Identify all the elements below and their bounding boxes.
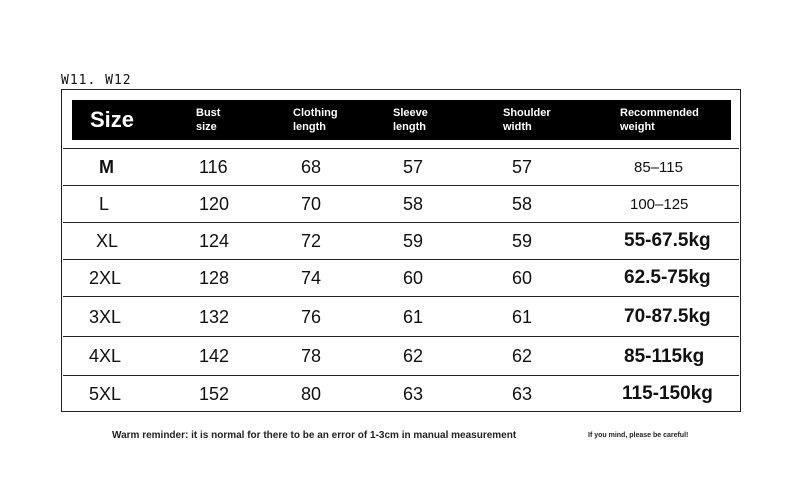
clothing-cell: 68 — [301, 156, 322, 177]
weight-cell: 70-87.5kg — [624, 306, 711, 327]
header-sleeve-length: Sleeve length — [393, 107, 428, 133]
table-row — [63, 148, 739, 185]
bust-cell: 152 — [199, 383, 230, 404]
bust-cell: 132 — [199, 306, 230, 327]
size-cell: XL — [96, 230, 119, 251]
clothing-cell: 78 — [301, 346, 322, 366]
product-code: W11. W12 — [61, 73, 132, 88]
weight-cell: 100–125 — [630, 195, 689, 213]
table-row — [63, 259, 739, 296]
weight-cell: 85-115kg — [624, 345, 705, 367]
bust-cell: 120 — [199, 193, 230, 214]
size-cell: 3XL — [89, 306, 122, 327]
size-cell: M — [99, 156, 114, 177]
careful-note-text: If you mind, please be careful! — [588, 432, 689, 439]
sleeve-cell: 60 — [403, 267, 424, 288]
table-row — [63, 222, 739, 259]
sleeve-cell: 63 — [403, 383, 424, 404]
clothing-cell: 72 — [301, 230, 322, 251]
bust-cell: 128 — [199, 267, 230, 288]
table-row — [63, 336, 739, 375]
shoulder-cell: 60 — [512, 267, 533, 288]
shoulder-cell: 57 — [512, 156, 533, 177]
weight-cell: 85–115 — [634, 158, 683, 176]
size-cell: L — [99, 193, 110, 214]
sleeve-cell: 61 — [403, 306, 424, 327]
sleeve-cell: 62 — [403, 346, 424, 366]
weight-cell: 115-150kg — [622, 383, 713, 404]
size-chart-table — [61, 89, 741, 412]
header-bust: Bust size — [196, 107, 221, 133]
clothing-cell: 80 — [301, 383, 322, 404]
table-header — [72, 100, 731, 140]
size-cell: 5XL — [89, 383, 122, 404]
sleeve-cell: 57 — [403, 156, 424, 177]
shoulder-cell: 61 — [512, 306, 533, 327]
sleeve-cell: 58 — [403, 193, 424, 214]
warm-reminder-text: Warm reminder: it is normal for there to be an error of 1-3cm in manual measurement — [112, 430, 517, 441]
bust-cell: 116 — [199, 156, 228, 177]
shoulder-cell: 59 — [512, 230, 533, 251]
size-cell: 2XL — [89, 267, 122, 288]
header-size: Size — [90, 107, 135, 132]
size-cell: 4XL — [89, 346, 122, 366]
table-row — [63, 375, 739, 411]
clothing-cell: 70 — [301, 193, 322, 214]
table-row — [63, 185, 739, 222]
bust-cell: 124 — [199, 230, 230, 251]
clothing-cell: 74 — [301, 267, 322, 288]
header-shoulder-width: Shoulder width — [503, 107, 551, 133]
shoulder-cell: 58 — [512, 193, 533, 214]
header-clothing-length: Clothing length — [293, 107, 338, 133]
shoulder-cell: 63 — [512, 383, 533, 404]
clothing-cell: 76 — [301, 306, 322, 327]
weight-cell: 62.5-75kg — [624, 267, 711, 288]
shoulder-cell: 62 — [512, 346, 533, 366]
header-recommended-weight: Recommended weight — [620, 107, 699, 133]
bust-cell: 142 — [199, 346, 230, 366]
weight-cell: 55-67.5kg — [624, 230, 711, 251]
sleeve-cell: 59 — [403, 230, 424, 251]
table-row — [63, 296, 739, 336]
